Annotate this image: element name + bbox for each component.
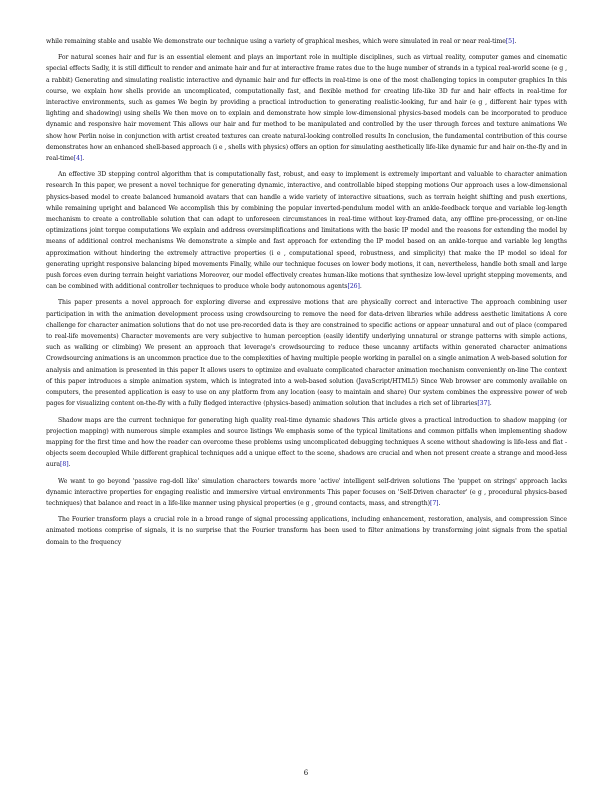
paragraph-2: [46, 52, 567, 164]
paragraph-6: [46, 476, 567, 510]
citation-link[interactable]: [26]: [347, 283, 360, 291]
paragraph-text: For natural scenes hair and fur is an essential element and plays an important role in multiple disciplines, such as virtual reality, computer games and cinematic special effects Sadly, it is still difficult to render and animate hair and fur at interactive frame rates due to the huge number of strands in a typical real-world scene (e g , a rabbit) Generating and simulating realistic interactive and dynamic hair and fur effects in real-time is one of the most challenging topics in computer graphics In this course, we explain how shells provide an uncomplicated, computationally fast, and flexible method for creating life-like 3D fur and hair effects in real-time for interactive environments, such as games We begin by providing a practical introduction to generating realistic-looking, fur and hair (e g , different hair types with lighting and shadowing) using shells We then move on to explain and demonstrate how simple low-dimensional physics-based models can be incorporated to produce dynamic and responsive hair movement This allows our hair and fur method to be manipulated and controlled by the user through forces and texture animations We show how Perlin noise in conjunction with artist created textures can create natural-looking controlled results In conclusion, the fundamental contribution of this course demonstrates how an enhanced shell-based approach (i e , shells with physics) offers an option for simulating aesthetically life-like dynamic fur and hair on-the-fly and in real-time: [46, 54, 567, 163]
paragraph-text: Shadow maps are the current technique for generating high quality real-time dynamic shadows This article gives a practical introduction to shadow mapping (or projection mapping) with numerous simple examples and source listings We emphasis some of the typical limitations and common pitfalls when implementing shadow mapping for the first time and how the reader can overcome these problems using uncomplicated debugging techniques A scene without shadowing is life-less and flat - objects seem decoupled While different graphical techniques add a unique effect to the scene, shadows are crucial and when not present create a strange and mood-less aura: [46, 416, 567, 469]
paragraph-3: [46, 169, 567, 292]
paragraph-text: We want to go beyond 'passive rag-doll like' simulation characters towards more 'active' intelligent self-driven solutions The 'puppet on strings' approach lacks dynamic interactive properties for engaging realistic and immersive virtual environments This paper focuses on 'Self-Driven character' (e g , procedural physics-based techniques) that balance and react in a life-like manner using physical properties (e g , ground contacts, mass, and strength): [46, 477, 567, 507]
page-number: 6: [303, 769, 309, 777]
paragraph-text: This paper presents a novel approach for exploring diverse and expressive motions that are physically correct and interactive The approach combining user participation in with the animation development process using crowdsourcing to remove the need for data-driven libraries while address aesthetic limitations A core challenge for character animation solutions that do not use pre-recorded data is they are constrained to specific actions or appear unnatural and out of place (compared to real-life movements) Character movements are very subjective to human perception (easily identify underlying unnatural or strange patterns with simple actions, such as walking or climbing) We present an approach that leverage's crowdsourcing to reduce these uncanny artifacts within generated character animations Crowdsourcing animations is an uncommon practice due to the complexities of having multiple people working in parallel on a single animation A web-based solution for analysis and animation is presented in this paper It allows users to optimize and evaluate complicated character animation mechanism conveniently on-line The context of this paper introduces a simple animation system, which is integrated into a web-based solution (JavaScript/HTML5) Since Web browser are commonly available on computers, the presented application is easy to use on any platform from any location (easy to maintain and share) Our system combines the expressive power of web pages for visualizing content on-the-fly with a fully fledged interactive (physics-based) animation solution that includes a rich set of libraries: [46, 299, 567, 408]
paragraph-7: [46, 514, 567, 548]
citation-link[interactable]: [4]: [73, 155, 83, 163]
paragraph-tail: .: [68, 461, 71, 469]
citation-link[interactable]: [37]: [477, 400, 490, 408]
paragraph-tail: .: [359, 283, 362, 291]
paragraph-tail: .: [514, 38, 517, 45]
paragraph-tail: .: [489, 400, 492, 408]
document-body: [46, 36, 567, 756]
paragraph-4: [46, 297, 567, 409]
citation-link[interactable]: [5]: [505, 38, 515, 45]
paragraph-text: while remaining stable and usable We demonstrate our technique using a variety of graphical meshes, which were simulated in real or near real-time: [46, 38, 506, 45]
paragraph-tail: .: [438, 499, 441, 507]
citation-link[interactable]: [8]: [60, 461, 69, 469]
paragraph-1: [46, 36, 567, 47]
paragraph-5: [46, 415, 567, 471]
paragraph-text: An effective 3D stepping control algorithm that is computationally fast, robust, and easy to implement is extremely important and valuable to character animation research In this paper, we present a novel technique for generating dynamic, interactive, and controllable biped stepping motions Our approach uses a low-dimensional physics-based model to create balanced humanoid avatars that can handle a wide variety of interactive situations, such as terrain height shifting and push exertions, while remaining upright and balanced We accomplish this by combining the popular inverted-pendulum model with an ankle-feedback torque and variable leg-length mechanism to create a controllable solution that can adapt to unforeseen circumstances in real-time without key-framed data, any offline pre-processing, or on-line optimizations joint torque computations We explain and address oversimplifications and limitations with the basic IP model and the reasons for extending the model by means of additional control mechanisms We demonstrate a simple and fast approach for extending the IP model based on an ankle-torque and variable leg lengths approximation without hindering the extremely attractive properties (i e , computational speed, robustness, and simplicity) that make the IP model so ideal for generating upright responsive balancing biped movements Finally, while our technique focuses on lower body motions, it can, nevertheless, handle both small and large push forces even during terrain height variations Moreover, our model effectively creates human-like motions that synthesize low-level upright stepping movements, and can be combined with additional controller techniques to produce whole body autonomous agents: [46, 171, 567, 291]
paragraph-tail: .: [82, 155, 85, 163]
paragraph-text: The Fourier transform plays a crucial role in a broad range of signal processing applications, including enhancement, restoration, analysis, and compression Since animated motions comprise of signals, it is no surprise that the Fourier transform has been used to filter animations by transforming joint signals from the spatial domain to the frequency: [46, 516, 567, 546]
citation-link[interactable]: [7]: [429, 499, 439, 507]
